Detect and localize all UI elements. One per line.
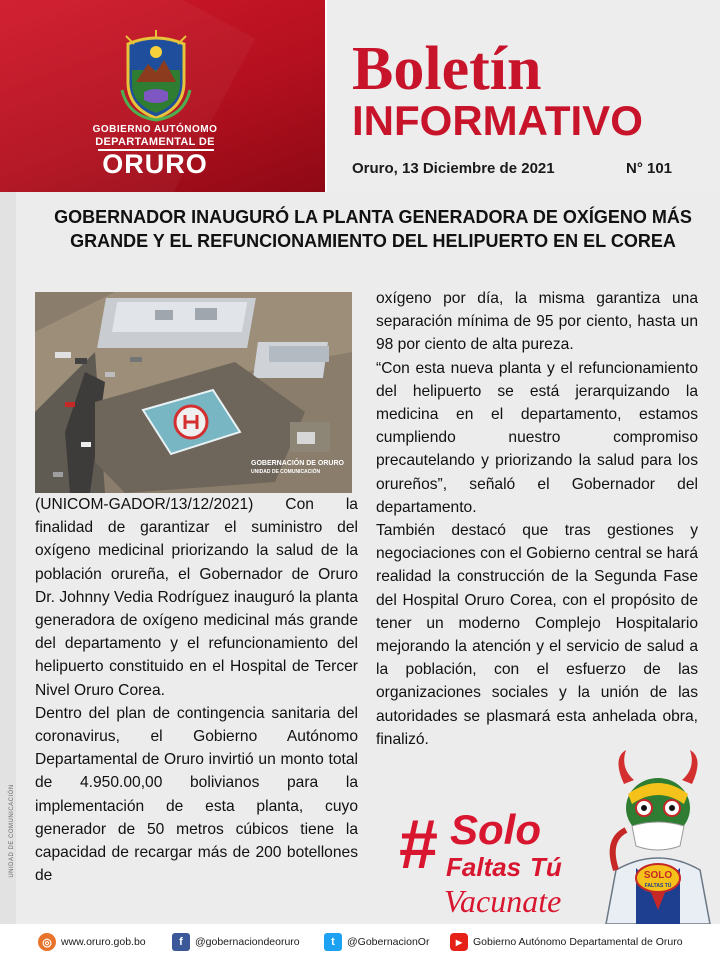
footer [0, 924, 720, 960]
oruro-coat-of-arms-icon [118, 30, 194, 122]
article-column-right [376, 287, 698, 751]
shirt-faltas: FALTAS TÚ [644, 883, 672, 889]
bulletin-subtitle: INFORMATIVO [352, 97, 643, 144]
article-paragraph: (UNICOM-GADOR/13/12/2021) Con la finalidad de garantizar el suministro del oxígeno medicinal priorizando la salud de la población orureña, el Gobernador de Oruro Dr. Johnny Vedia Rodríguez inauguró la planta generadora de oxígeno medicinal más grande del departamento y el refuncionamiento del helipuerto constituido en el Hospital de Tercer Nivel Oruro Corea. [35, 496, 358, 699]
footer-youtube-link[interactable] [450, 933, 683, 951]
slogan-faltas: Faltas [446, 852, 522, 882]
slogan-solo: Solo [450, 806, 541, 853]
gov-line-1: GOBIERNO AUTÓNOMO [92, 124, 218, 135]
photo-watermark [251, 460, 344, 476]
footer-facebook-text: @gobernaciondeoruro [195, 936, 300, 948]
footer-facebook-link[interactable] [172, 933, 300, 951]
article-paragraph: Dentro del plan de contingencia sanitaria del coronavirus, el Gobierno Autónomo Departamental de Oruro invirtió un monto total de 4.950.00,00 bolivianos para la implementación de esta planta, cuyo generador de 50 metros cúbicos tiene la capacidad de recargar más de 200 botellones de [35, 704, 358, 885]
twitter-icon: t [324, 933, 342, 951]
slogan-tu: Tú [530, 852, 562, 882]
vaccination-slogan [398, 804, 628, 920]
photo-watermark-line-1: GOBERNACIÓN DE ORURO [251, 460, 344, 467]
facebook-icon: f [172, 933, 190, 951]
footer-website-link[interactable] [38, 933, 146, 951]
mascot-figure [596, 750, 720, 924]
slogan-vacunate: Vacunate [444, 883, 562, 919]
photo-watermark-line-2: UNIDAD DE COMUNICACIÓN [251, 469, 321, 475]
footer-youtube-text: Gobierno Autónomo Departamental de Oruro [473, 936, 683, 948]
footer-website-text: www.oruro.gob.bo [61, 936, 146, 948]
gov-line-3: ORURO [102, 149, 208, 179]
article-paragraph: “Con esta nueva planta y el refuncionamiento del helipuerto se está jerarquizando la medicina en el departamento, estamos cumpliendo nuestro compromiso precautelando y priorizando la salud para los orureños”, señaló el Gobernador del departamento. [376, 359, 698, 516]
article-paragraph: oxígeno por día, la misma garantiza una separación mínima de 95 por ciento, hasta un 98 por ciento de alta pureza. [376, 290, 698, 354]
youtube-icon: ▶ [450, 933, 468, 951]
article-photo [35, 292, 352, 493]
web-globe-icon: ◎ [38, 933, 56, 951]
bulletin-title: Boletín [352, 35, 542, 103]
hashtag-glyph: # [398, 805, 437, 883]
shirt-solo: SOLO [643, 870, 673, 881]
side-strip-text: UNIDAD DE COMUNICACIÓN [9, 784, 15, 878]
issue-date: Oruro, 13 Diciembre de 2021 [352, 160, 555, 177]
article-column-left [35, 493, 358, 887]
article-headline: GOBERNADOR INAUGURÓ LA PLANTA GENERADORA DE OXÍGENO MÁS GRANDE Y EL REFUNCIONAMIENTO DEL HELIPUERTO EN EL COREA [54, 207, 692, 251]
article-paragraph: También destacó que tras gestiones y negociaciones con el Gobierno central se hará realidad la construcción de la Segunda Fase del Hospital Oruro Corea, con el propósito de tener un moderno Complejo Hospitalario mejorando la atención y el servicio de salud a la población, con el esfuerzo de las organizaciones sociales y la unión de las autoridades se plasmará esta anhelada obra, finalizó. [376, 522, 698, 748]
header [0, 0, 720, 192]
logo-panel [0, 0, 325, 192]
issue-number: N° 101 [626, 160, 673, 177]
footer-twitter-text: @GobernacionOr [347, 936, 430, 948]
gov-line-2: DEPARTAMENTAL DE [95, 136, 215, 148]
footer-twitter-link[interactable] [324, 933, 429, 951]
